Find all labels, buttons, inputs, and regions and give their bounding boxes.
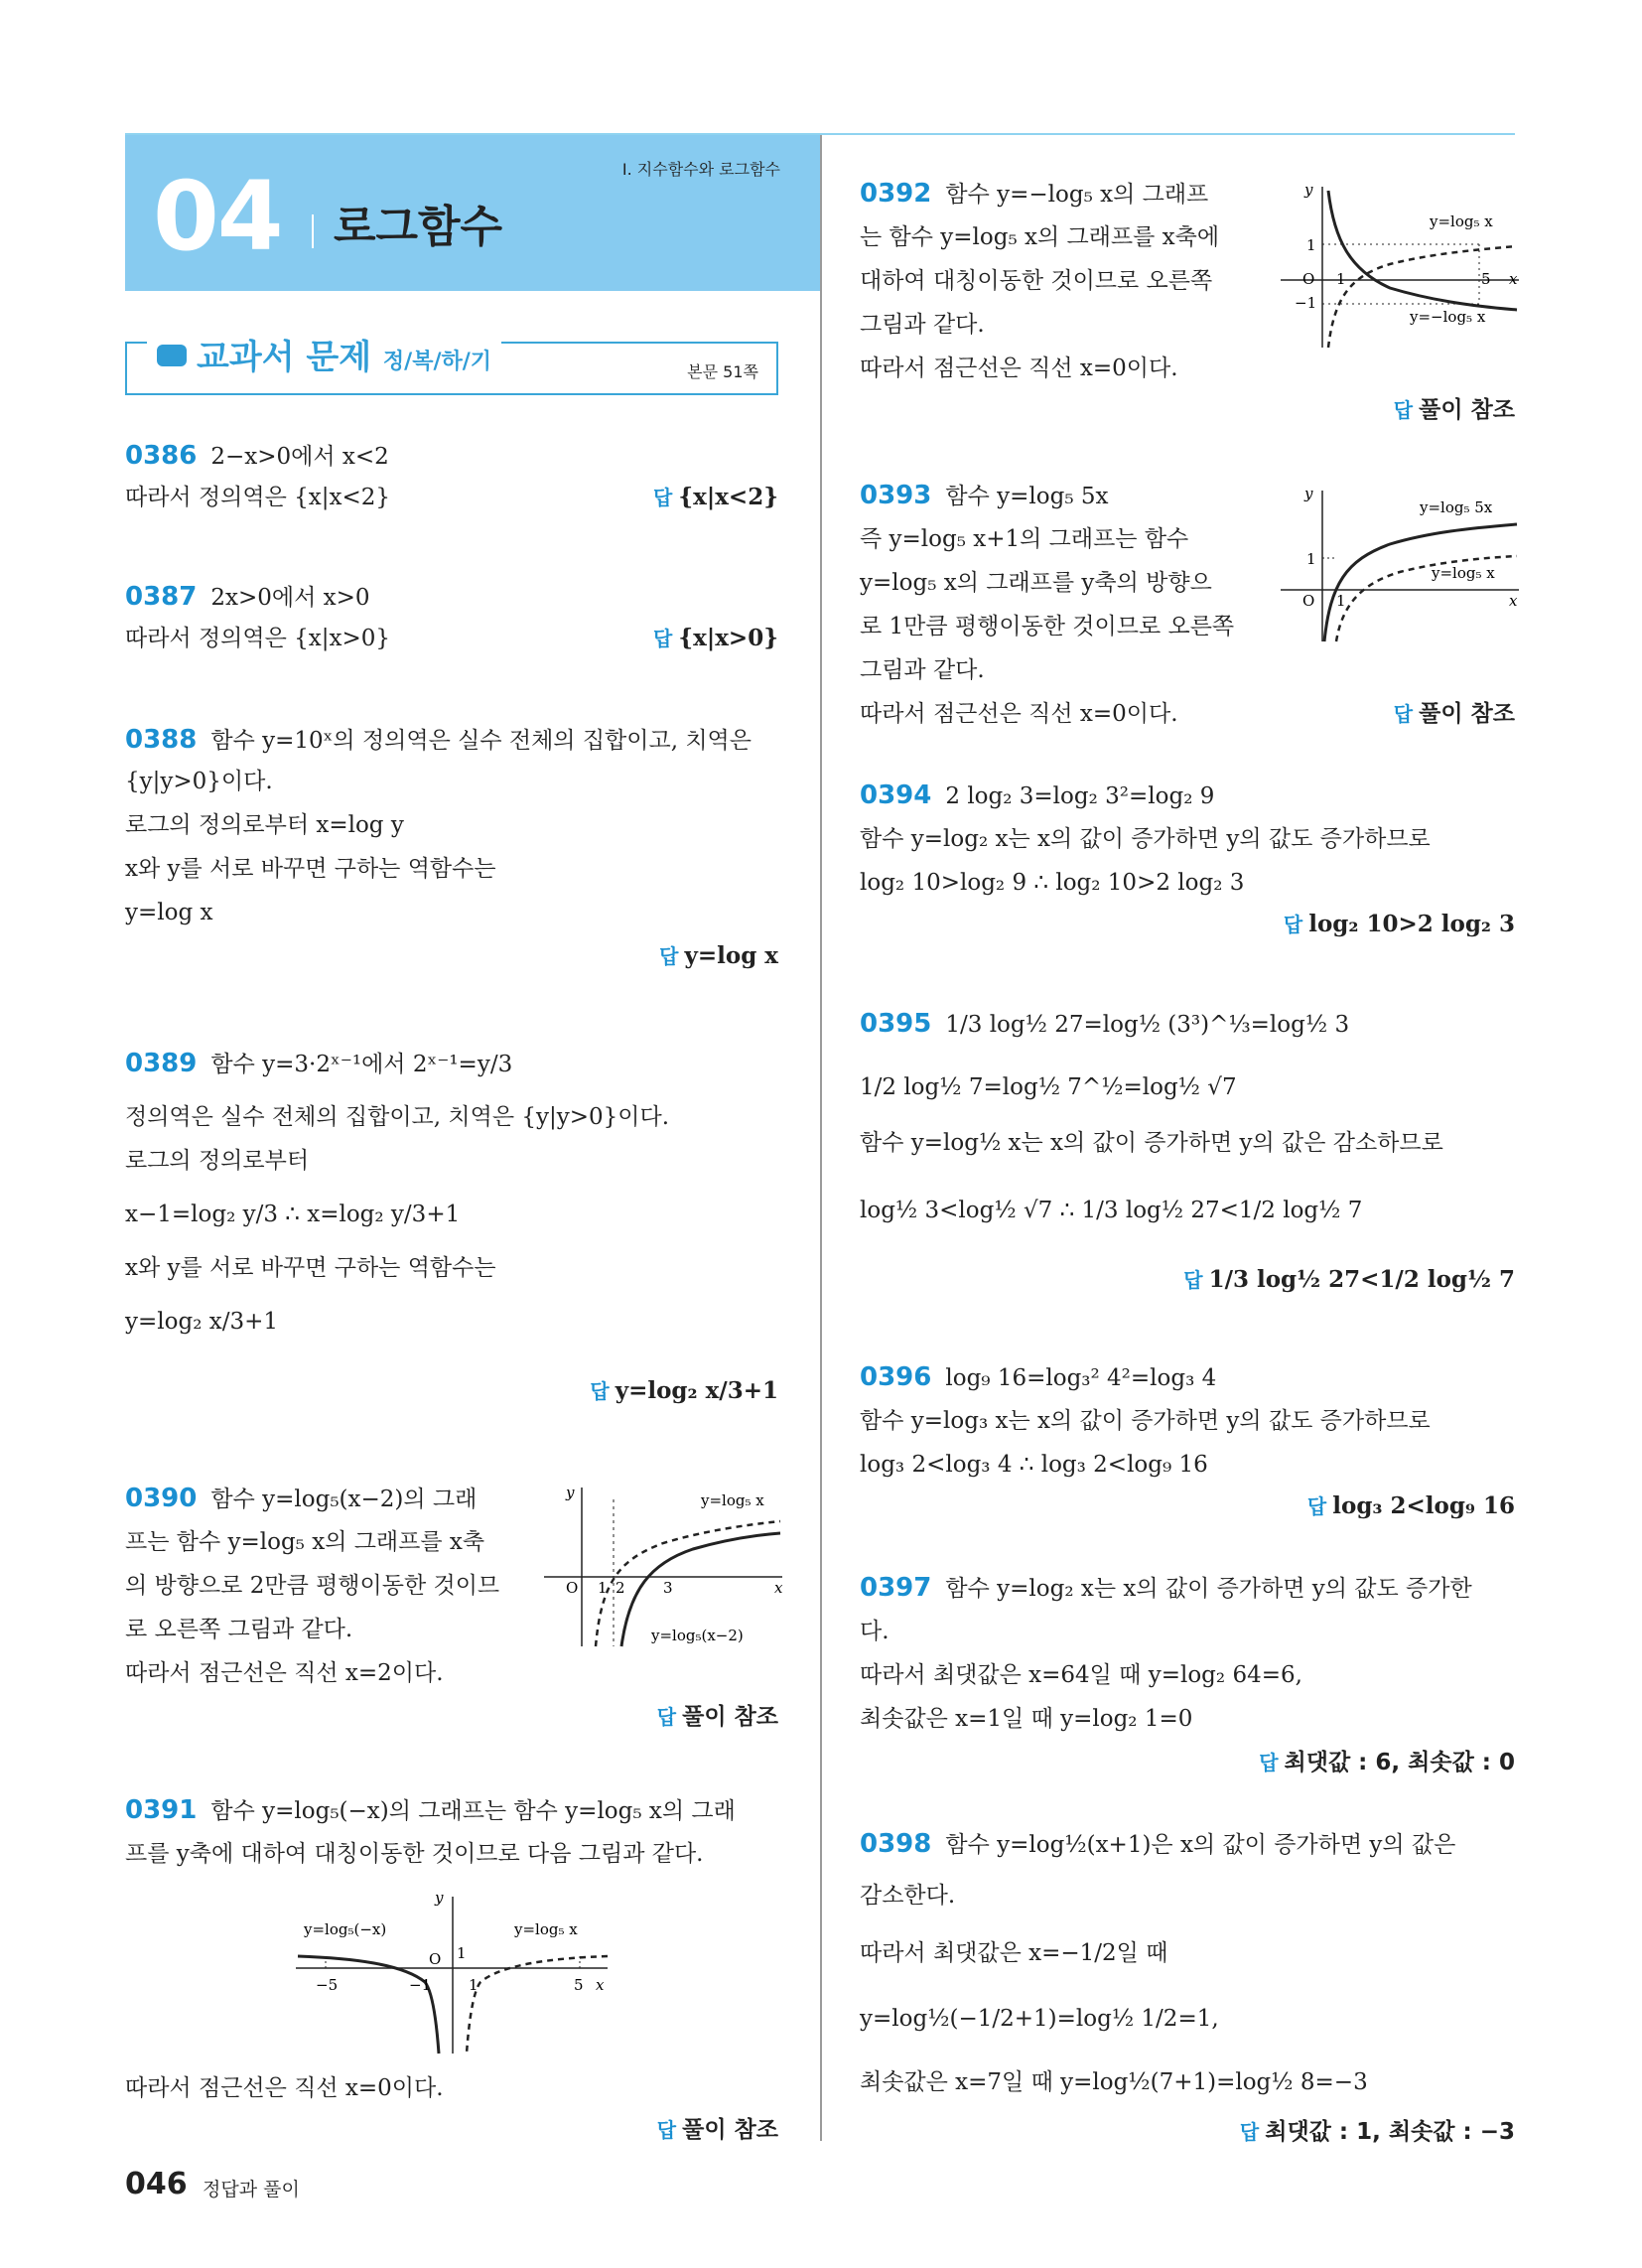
problem-0391-line2: 프를 y축에 대하여 대칭이동한 것이므로 다음 그림과 같다.: [125, 1841, 704, 1867]
problem-0393-line1: 0393 함수 y=log₅ 5x: [860, 481, 1109, 510]
problem-0389-line3: 로그의 정의로부터: [125, 1148, 310, 1174]
problem-0397-line4: 최솟값은 x=1일 때 y=log₂ 1=0: [860, 1706, 1193, 1732]
tick-2: 2: [616, 1579, 625, 1597]
y-axis-label: y: [566, 1484, 575, 1501]
problem-0388-line1: 0388 함수 y=10ˣ의 정의역은 실수 전체의 집합이고, 치역은: [125, 725, 752, 755]
problem-0398-answer: 답 최댓값 : 1, 최솟값 : −3: [1239, 2119, 1515, 2145]
tick-origin: O: [1302, 270, 1315, 288]
problem-0395-answer: 답 1/3 log½ 27<1/2 log½ 7: [1183, 1266, 1515, 1293]
problem-0396-answer: 답 log₃ 2<log₉ 16: [1306, 1492, 1515, 1519]
problem-0391-line3: 따라서 점근선은 직선 x=0이다.: [125, 2075, 444, 2101]
chapter-number: 04: [153, 161, 282, 272]
problem-0395-line1: 0395 1/3 log½ 27=log½ (3³)^⅓=log½ 3: [860, 1009, 1350, 1039]
label-log5-x-minus-2: y=log₅(x−2): [651, 1627, 744, 1644]
problem-0398-line5: 최솟값은 x=7일 때 y=log½(7+1)=log½ 8=−3: [860, 2069, 1368, 2095]
tick-1: 1: [469, 1976, 479, 1994]
problem-0391-answer: 답 풀이 참조: [656, 2117, 778, 2143]
problem-0390-line4: 로 오른쪽 그림과 같다.: [125, 1617, 353, 1642]
problem-0392-answer: 답 풀이 참조: [1393, 397, 1515, 423]
graph-0393: [1281, 485, 1523, 643]
label-log5x: y=log₅ x: [514, 1920, 578, 1938]
problem-0394-line2: 함수 y=log₂ x는 x의 값이 증가하면 y의 값도 증가하므로: [860, 826, 1431, 852]
problem-0396-line2: 함수 y=log₃ x는 x의 값이 증가하면 y의 값도 증가하므로: [860, 1408, 1431, 1434]
section-page-ref: 본문 51쪽: [687, 362, 758, 381]
problem-0398-line4: y=log½(−1/2+1)=log½ 1/2=1,: [860, 2006, 1219, 2032]
curve-log5-5x: [1324, 524, 1517, 641]
tick-origin: O: [1302, 592, 1315, 610]
tick-y1: 1: [1306, 550, 1316, 568]
problem-0389-answer: 답 y=log₂ x/3+1: [590, 1377, 778, 1404]
problem-0398-line2: 감소한다.: [860, 1883, 956, 1909]
header-separator: [312, 214, 314, 248]
x-axis-label: x: [1509, 270, 1518, 288]
problem-0393-line4: 로 1만큼 평행이동한 것이므로 오른쪽: [860, 614, 1235, 639]
section-subtitle: 정/복/하/기: [382, 350, 492, 374]
problem-0392-line4: 그림과 같다.: [860, 312, 985, 338]
tick-minus-5: −5: [316, 1976, 339, 1994]
problem-0390-line2: 프는 함수 y=log₅ x의 그래프를 x축: [125, 1529, 485, 1555]
label-log5-5x: y=log₅ 5x: [1420, 498, 1493, 516]
problem-0392-line5: 따라서 점근선은 직선 x=0이다.: [860, 355, 1178, 381]
problem-0387-answer: 답 {x|x>0}: [653, 625, 778, 651]
tick-1: 1: [1336, 592, 1346, 610]
problem-0388-answer: 답 y=log x: [659, 942, 778, 969]
tick-3: 3: [663, 1579, 673, 1597]
problem-0396-line3: log₃ 2<log₃ 4 ∴ log₃ 2<log₉ 16: [860, 1452, 1208, 1478]
x-axis-label: x: [774, 1579, 783, 1597]
problem-0387-line2: 따라서 정의역은 {x|x>0}: [125, 626, 391, 651]
problem-0387-line1: 0387 2x>0에서 x>0: [125, 582, 370, 612]
tick-5: 5: [1481, 270, 1491, 288]
unit-label: Ⅰ. 지수함수와 로그함수: [621, 160, 780, 179]
curve-log5x: [467, 1956, 608, 2054]
problem-0395-line4: log½ 3<log½ √7 ∴ 1/3 log½ 27<1/2 log½ 7: [860, 1198, 1363, 1223]
section-title: 교과서 문제 정/복/하/기: [147, 330, 501, 378]
column-divider: [820, 135, 822, 2141]
problem-0394-answer: 답 log₂ 10>2 log₂ 3: [1283, 911, 1515, 937]
problem-0397-line1: 0397 함수 y=log₂ x는 x의 값이 증가하면 y의 값도 증가한: [860, 1573, 1472, 1603]
problem-0392-line3: 대하여 대칭이동한 것이므로 오른쪽: [860, 268, 1213, 294]
problem-0395-line3: 함수 y=log½ x는 x의 값이 증가하면 y의 값은 감소하므로: [860, 1130, 1443, 1156]
book-icon: [157, 345, 187, 366]
problem-0398-line3: 따라서 최댓값은 x=−1/2일 때: [860, 1940, 1168, 1966]
problem-0398-line1: 0398 함수 y=log½(x+1)은 x의 값이 증가하면 y의 값은: [860, 1829, 1456, 1859]
problem-0386-line2: 따라서 정의역은 {x|x<2}: [125, 485, 391, 510]
problem-0389-line4: x−1=log₂ y/3 ∴ x=log₂ y/3+1: [125, 1202, 461, 1227]
tick-y-minus-1: −1: [1295, 294, 1317, 312]
problem-0388-line4: x와 y를 서로 바꾸면 구하는 역함수는: [125, 856, 496, 882]
section-box: [125, 338, 778, 395]
problem-0397-line2: 다.: [860, 1619, 889, 1644]
label-neg-log5x: y=−log₅ x: [1410, 308, 1486, 326]
problem-0390-line1: 0390 함수 y=log₅(x−2)의 그래: [125, 1484, 478, 1513]
problem-0394-line3: log₂ 10>log₂ 9 ∴ log₂ 10>2 log₂ 3: [860, 870, 1245, 896]
tick-minus-1: −1: [409, 1976, 432, 1994]
y-axis-label: y: [1304, 485, 1313, 502]
problem-0397-line3: 따라서 최댓값은 x=64일 때 y=log₂ 64=6,: [860, 1662, 1302, 1688]
problem-0393-line6: 따라서 점근선은 직선 x=0이다.: [860, 701, 1178, 727]
tick-1: 1: [1336, 270, 1346, 288]
problem-0393-answer: 답 풀이 참조: [1393, 701, 1515, 727]
problem-0390-line3: 의 방향으로 2만큼 평행이동한 것이므: [125, 1573, 500, 1599]
x-axis-label: x: [596, 1976, 605, 1994]
tick-origin: O: [566, 1579, 579, 1597]
y-axis-label: y: [435, 1889, 444, 1907]
problem-0391-line1: 0391 함수 y=log₅(−x)의 그래프는 함수 y=log₅ x의 그래: [125, 1795, 736, 1825]
problem-0393-line2: 즉 y=log₅ x+1의 그래프는 함수: [860, 526, 1189, 552]
problem-0392-line2: 는 함수 y=log₅ x의 그래프를 x축에: [860, 224, 1220, 250]
problem-0395-line2: 1/2 log½ 7=log½ 7^½=log½ √7: [860, 1074, 1237, 1100]
chapter-title: 로그함수: [334, 202, 503, 252]
problem-0390-line5: 따라서 점근선은 직선 x=2이다.: [125, 1660, 444, 1686]
page-number: 046: [125, 2167, 188, 2201]
x-axis-label: x: [1509, 592, 1518, 610]
problem-0386-answer: 답 {x|x<2}: [653, 484, 778, 510]
problem-0388-line3: 로그의 정의로부터 x=log y: [125, 812, 404, 838]
problem-0389-line6: y=log₂ x/3+1: [125, 1309, 278, 1335]
label-log5x: y=log₅ x: [1432, 564, 1495, 582]
tick-y1: 1: [457, 1944, 467, 1962]
curve-log5-neg-x: [298, 1956, 439, 2054]
label-log5x: y=log₅ x: [1430, 213, 1493, 230]
tick-5: 5: [574, 1976, 584, 1994]
problem-0386-line1: 0386 2−x>0에서 x<2: [125, 441, 389, 471]
problem-0389-line2: 정의역은 실수 전체의 집합이고, 치역은 {y|y>0}이다.: [125, 1104, 670, 1130]
problem-0394-line1: 0394 2 log₂ 3=log₂ 3²=log₂ 9: [860, 780, 1215, 810]
label-log5-neg-x: y=log₅(−x): [304, 1920, 387, 1938]
problem-0388-line5: y=log x: [125, 900, 213, 925]
problem-0396-line1: 0396 log₉ 16=log₃² 4²=log₃ 4: [860, 1362, 1217, 1392]
label-log5x: y=log₅ x: [701, 1491, 764, 1509]
chapter-header: [125, 135, 820, 291]
graph-0392: [1281, 181, 1523, 350]
tick-1: 1: [598, 1579, 608, 1597]
graph-0391: [294, 1887, 612, 2055]
graph-0390: [544, 1480, 788, 1648]
problem-0393-line5: 그림과 같다.: [860, 657, 985, 683]
problem-0392-line1: 0392 함수 y=−log₅ x의 그래프: [860, 179, 1209, 209]
problem-0393-line3: y=log₅ x의 그래프를 y축의 방향으: [860, 570, 1212, 596]
tick-origin: O: [429, 1950, 442, 1968]
problem-0388-line2: {y|y>0}이다.: [125, 769, 273, 794]
problem-0397-answer: 답 최댓값 : 6, 최솟값 : 0: [1259, 1750, 1515, 1775]
problem-0389-line5: x와 y를 서로 바꾸면 구하는 역함수는: [125, 1255, 496, 1281]
tick-y1: 1: [1306, 236, 1316, 254]
curve-neg-log5x: [1328, 191, 1517, 310]
y-axis-label: y: [1304, 181, 1313, 199]
problem-0390-answer: 답 풀이 참조: [656, 1704, 778, 1730]
footer-label: 정답과 풀이: [203, 2179, 300, 2200]
problem-0389-line1: 0389 함수 y=3·2ˣ⁻¹에서 2ˣ⁻¹=y/3: [125, 1049, 513, 1078]
